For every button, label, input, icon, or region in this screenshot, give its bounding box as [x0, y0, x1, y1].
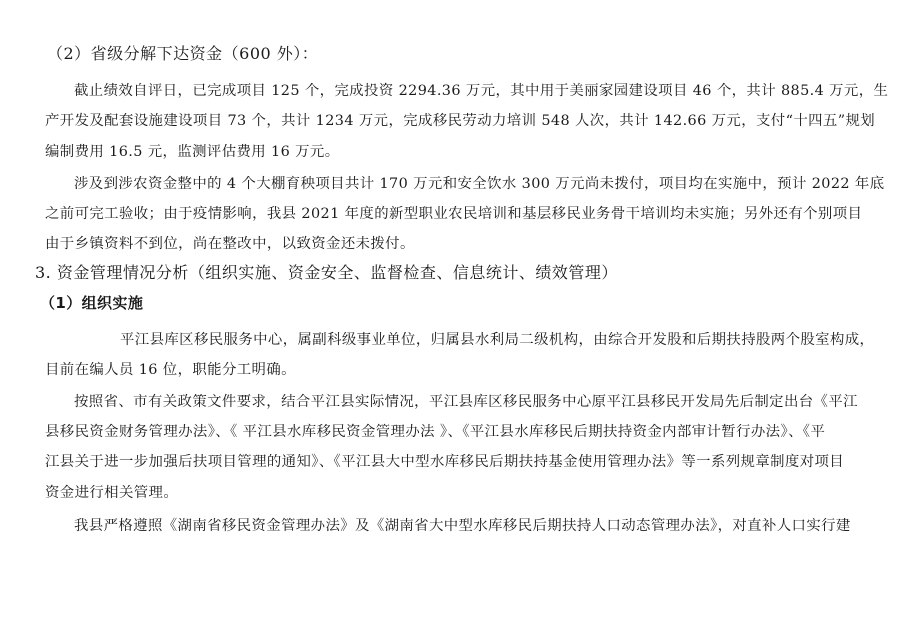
subsection-2-heading: （2）省级分解下达资金（600 外）：: [47, 44, 319, 63]
paragraph-4-line-3: 江县关于进一步加强后扶项目管理的通知》、《平江县大中型水库移民后期扶持基金使用管理办法》等一系列规章制度对项目: [45, 454, 845, 470]
paragraph-4-line-4: 资金进行相关管理。: [45, 485, 179, 501]
paragraph-3-line-2: 目前在编人员 16 位，职能分工明确。: [45, 362, 296, 378]
paragraph-4-line-2: 县移民资金财务管理办法》、《 平江县水库移民资金管理办法 》、《平江县水库移民后期扶持资金内部审计暂行办法》、《平: [45, 424, 826, 440]
paragraph-4-line-1: 按照省、市有关政策文件要求，结合平江县实际情况，平江县库区移民服务中心原平江县移民开发局先后制定出台《平江: [74, 394, 858, 410]
paragraph-2-line-1: 涉及到涉农资金整中的 4 个大棚育秧项目共计 170 万元和安全饮水 300 万元尚未拨付，项目均在实施中，预计 2022 年底: [74, 176, 885, 192]
section-3-heading: 3. 资金管理情况分析（组织实施、资金安全、监督检查、信息统计、绩效管理）: [35, 263, 618, 282]
subsection-1-heading: （1）组织实施: [40, 294, 144, 312]
paragraph-1-line-3: 编制费用 16.5 元，监测评估费用 16 万元。: [45, 144, 340, 160]
paragraph-5-line-1: 我县严格遵照《湖南省移民资金管理办法》及《湖南省大中型水库移民后期扶持人口动态管理办法》，对直补人口实行建: [74, 518, 851, 534]
paragraph-2-line-3: 由于乡镇资料不到位，尚在整改中，以致资金还未拨付。: [45, 236, 415, 252]
paragraph-1-line-1: 截止绩效自评日，已完成项目 125 个，完成投资 2294.36 万元，其中用于美丽家园建设项目 46 个，共计 885.4 万元，生: [74, 83, 889, 99]
paragraph-3-line-1: 平江县库区移民服务中心，属副科级事业单位，归属县水利局二级机构，由综合开发股和后期扶持股两个股室构成，: [120, 332, 875, 348]
paragraph-1-line-2: 产开发及配套设施建设项目 73 个，共计 1234 万元，完成移民劳动力培训 548 人次，共计 142.66 万元，支付“十四五”规划: [45, 113, 876, 129]
paragraph-2-line-2: 之前可完工验收；由于疫情影响，我县 2021 年度的新型职业农民培训和基层移民业务骨干培训均未实施；另外还有个别项目: [45, 206, 863, 222]
